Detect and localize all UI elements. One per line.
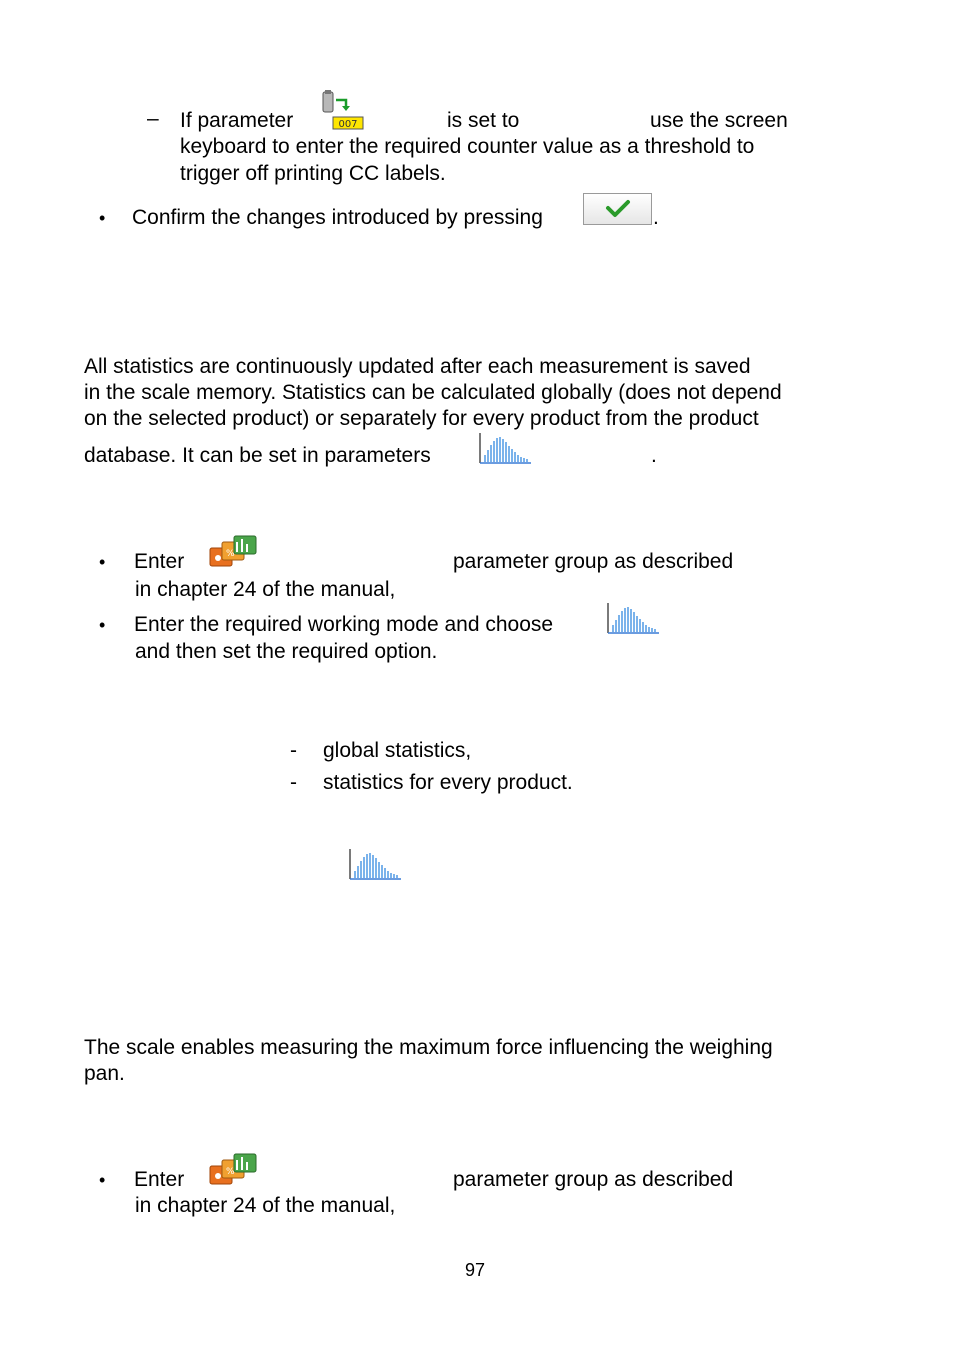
stats-para-line4-end: .	[651, 444, 657, 467]
force-para-line1: The scale enables measuring the maximum force influencing the weighing	[84, 1036, 773, 1059]
force-step1-a: Enter	[134, 1168, 185, 1191]
cc-line2: keyboard to enter the required counter value as a threshold to	[180, 135, 755, 158]
dash-marker: –	[147, 107, 159, 130]
checkmark-icon	[584, 194, 651, 224]
stats-para-line1: All statistics are continuously updated after each measurement is saved	[84, 355, 751, 378]
stats-step1-b: parameter group as described	[453, 550, 734, 573]
stats-para-line4: database. It can be set in parameters	[84, 444, 431, 467]
page-number: 97	[465, 1260, 486, 1280]
stats-step2-a: Enter the required working mode and choose	[134, 613, 554, 636]
cc-line1-b: is set to	[447, 109, 520, 132]
option-per-product: statistics for every product.	[323, 771, 573, 794]
option-dash: -	[290, 771, 297, 794]
confirm-text: Confirm the changes introduced by pressing	[132, 206, 543, 229]
stats-step1-a: Enter	[134, 550, 185, 573]
stats-para-line2: in the scale memory. Statistics can be calculated globally (does not depend	[84, 381, 782, 404]
statistics-icon	[349, 849, 403, 881]
bullet-marker: •	[99, 552, 106, 572]
cc-line3: trigger off printing CC labels.	[180, 162, 446, 185]
force-step1-b: parameter group as described	[453, 1168, 734, 1191]
cc-line1-a: If parameter	[180, 109, 294, 132]
option-global: global statistics,	[323, 739, 472, 762]
bullet-marker: •	[99, 615, 106, 635]
stats-para-line3: on the selected product) or separately for every product from the product	[84, 407, 759, 430]
confirm-period: .	[653, 206, 659, 229]
force-para-line2: pan.	[84, 1062, 125, 1085]
statistics-icon	[607, 603, 661, 635]
working-modes-icon	[208, 534, 258, 570]
stats-step2-b: and then set the required option.	[135, 640, 438, 663]
confirm-button[interactable]	[583, 193, 652, 225]
statistics-icon	[479, 433, 533, 465]
force-step1-c: in chapter 24 of the manual,	[135, 1194, 396, 1217]
bullet-marker: •	[99, 208, 106, 228]
bullet-marker: •	[99, 1170, 106, 1190]
stats-step1-c: in chapter 24 of the manual,	[135, 578, 396, 601]
option-dash: -	[290, 739, 297, 762]
cc-line1-c: use the screen	[650, 109, 788, 132]
counter-threshold-icon	[320, 90, 366, 130]
counter-icon-label: 007	[338, 119, 358, 130]
working-modes-icon	[208, 1152, 258, 1188]
